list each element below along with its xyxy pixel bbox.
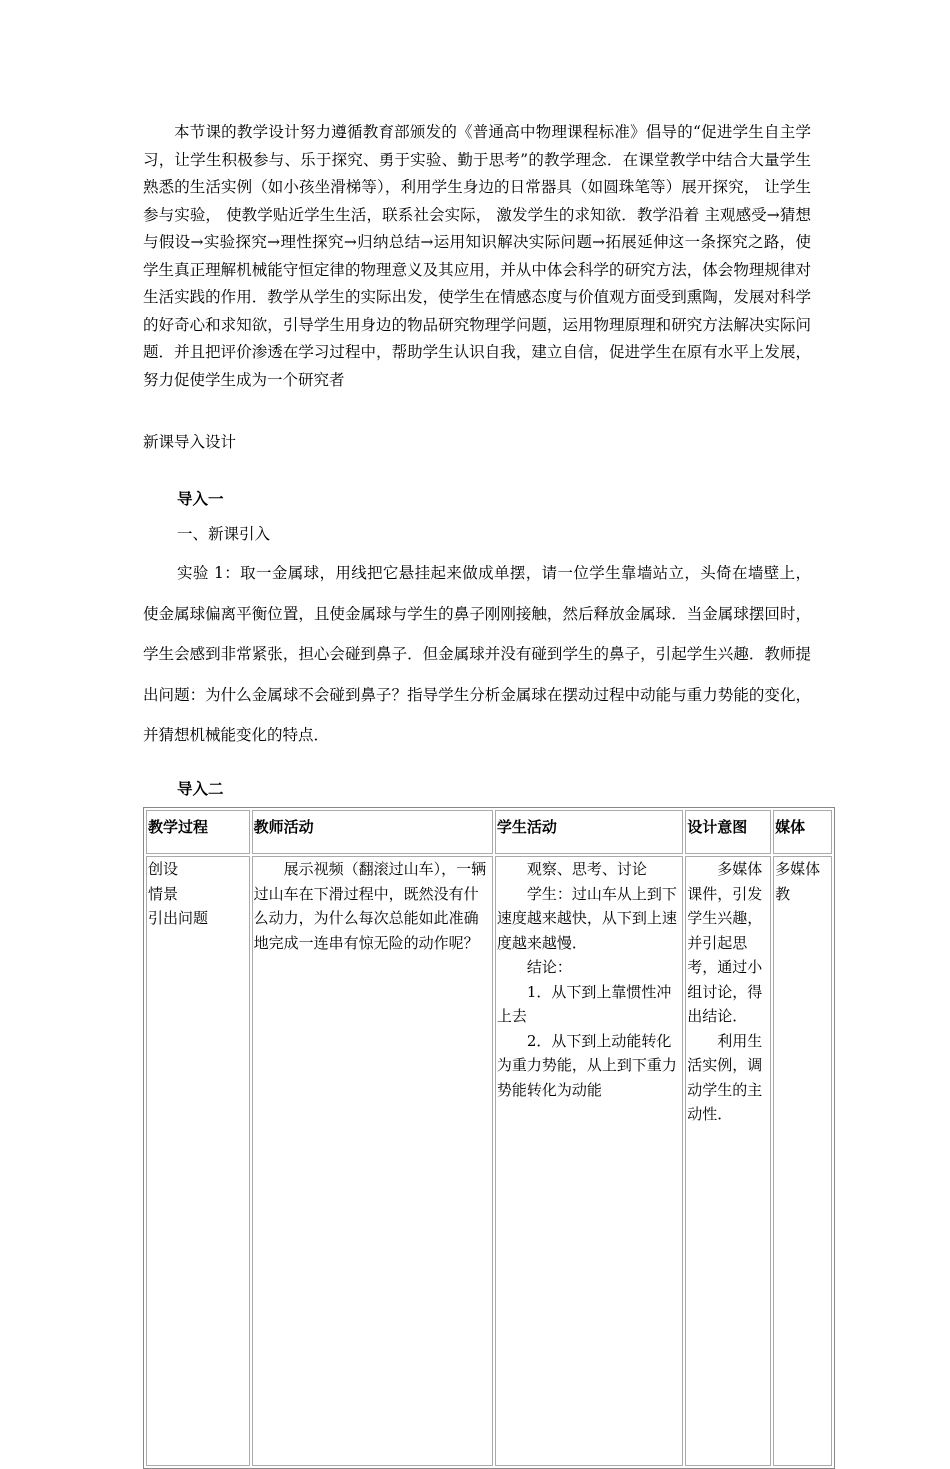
student-point-1: 1．从下到上靠惯性冲上去: [496, 982, 672, 1025]
intro-two-heading: 导入二: [177, 779, 224, 798]
cell-student: [495, 856, 683, 1466]
process-line: 创设: [148, 860, 179, 878]
experiment-paragraph: 实验 1：取一金属球，用线把它悬挂起来做成单摆，请一位学生靠墙站立，头倚在墙壁上，使金属球偏离平衡位置，且使金属球与学生的鼻子刚刚接触，然后释放金属球．当金属球摆回时，学生会感到非常紧张，担心会碰到鼻子．但金属球并没有碰到学生的鼻子，引起学生兴趣．教师提出问题：为什么金属球不会碰到鼻子？指导学生分析金属球在摆动过程中动能与重力势能的变化，并猜想机械能变化的特点．: [143, 564, 811, 744]
cell-intent: [685, 856, 771, 1466]
process-line: 情景: [148, 884, 179, 903]
intent-part-1: 多媒体课件，引发学生兴趣，并引起思考，通过小组讨论，得出结论．: [687, 860, 763, 1025]
student-conclusion-label: 结论：: [526, 958, 572, 976]
student-point-2: 2．从下到上动能转化为重力势能，从上到下重力势能转化为动能: [496, 1031, 677, 1099]
student-observe: 观察、思考、讨论: [526, 860, 647, 878]
process-line: 引出问题: [148, 909, 209, 927]
header-student: 学生活动: [495, 810, 683, 854]
header-media: 媒体: [773, 810, 832, 854]
lesson-table: [143, 807, 835, 1469]
table-header-row: [146, 810, 832, 854]
header-teacher: 教师活动: [252, 810, 493, 854]
cell-teacher: [252, 856, 493, 1466]
teacher-activity: 展示视频（翻滚过山车），一辆过山车在下滑过程中，既然没有什么动力，为什么每次总能如此准确地完成一连串有惊无险的动作呢？: [253, 860, 487, 952]
intro-one-heading: 导入一: [177, 489, 224, 508]
media-text: 多媒体教: [775, 860, 821, 903]
header-process: 教学过程: [146, 810, 250, 854]
cell-media: [773, 856, 832, 1466]
header-intent: 设计意图: [685, 810, 771, 854]
table-row: [146, 856, 832, 1466]
cell-process: [146, 856, 250, 1466]
intro-paragraph: 本节课的教学设计努力遵循教育部颁发的《普通高中物理课程标准》倡导的“促进学生自主学习，让学生积极参与、乐于探究、勇于实验、勤于思考”的教学理念．在课堂教学中结合大量学生熟悉的生活实例（如小孩坐滑梯等），利用学生身边的日常器具（如圆珠笔等）展开探究， 让学生参与实验， 使教学贴近学生生活，联系社会实际， 激发学生的求知欲．教学沿着 主观感受→猜想与假设→实验探究→理性探究→归纳总结→运用知识解决实际问题→拓展延伸这一条探究之路，使学生真正理解机械能守恒定律的物理意义及其应用，并从中体会科学的研究方法，体会物理规律对生活实践的作用．教学从学生的实际出发，使学生在情感态度与价值观方面受到熏陶，发展对科学的好奇心和求知欲，引导学生用身边的物品研究物理学问题，运用物理原理和研究方法解决实际问题．并且把评价渗透在学习过程中，帮助学生认识自我，建立自信，促进学生在原有水平上发展， 努力促使学生成为一个研究者: [143, 123, 811, 389]
student-answer: 学生：过山车从上到下速度越来越快，从下到上速度越来越慢．: [496, 884, 677, 952]
intro-one-subheading: 一、新课引入: [177, 525, 271, 543]
section-title: 新课导入设计: [143, 433, 237, 451]
intent-part-2: 利用生活实例，调动学生的主动性．: [687, 1031, 763, 1123]
